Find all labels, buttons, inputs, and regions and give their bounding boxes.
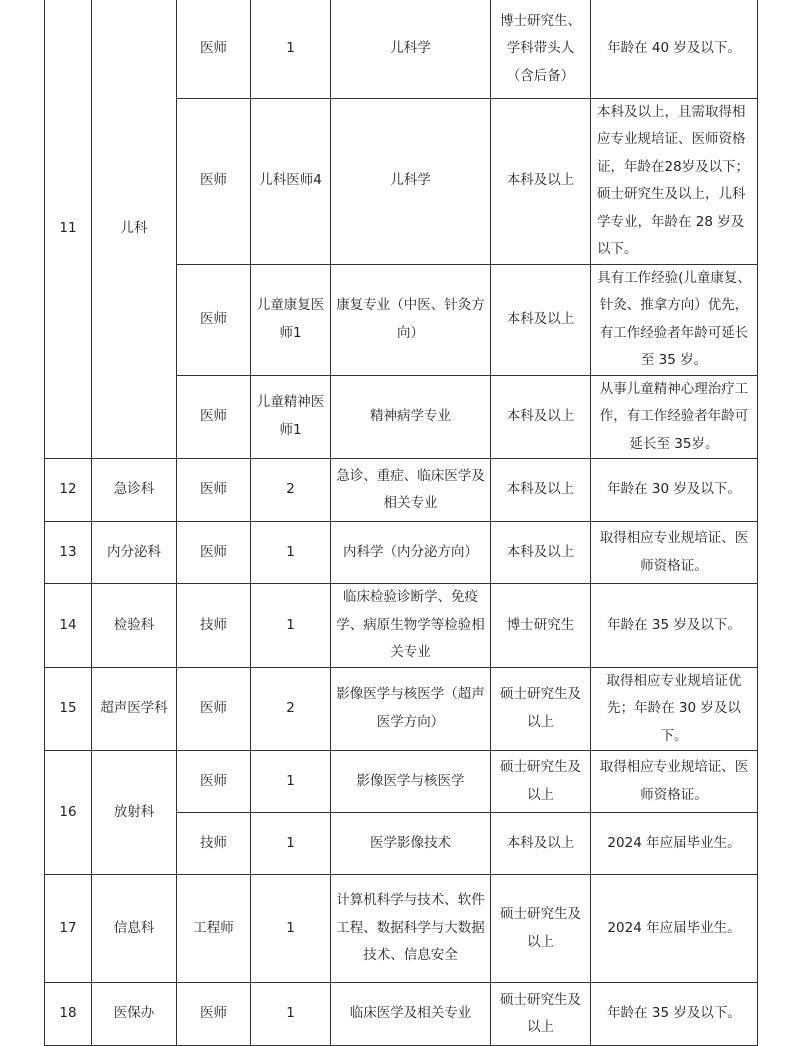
requirements: 取得相应专业规培证、医师资格证。 <box>591 522 758 584</box>
education: 本科及以上 <box>491 813 591 875</box>
major: 急诊、重症、临床医学及相关专业 <box>331 459 491 522</box>
headcount: 1 <box>251 584 331 668</box>
requirements: 本科及以上，且需取得相应专业规培证、医师资格证，年龄在28岁及以下；硕士研究生及以上，儿科学专业，年龄在 28 岁及以下。 <box>591 98 758 264</box>
department: 放射科 <box>92 751 177 875</box>
requirements: 取得相应专业规培证优先；年龄在 30 岁及以下。 <box>591 667 758 751</box>
major: 影像医学与核医学（超声医学方向） <box>331 667 491 751</box>
requirements: 年龄在 35 岁及以下。 <box>591 983 758 1046</box>
post-type: 医师 <box>177 98 251 264</box>
requirements: 取得相应专业规培证、医师资格证。 <box>591 751 758 813</box>
post-type: 工程师 <box>177 875 251 983</box>
table-row <box>45 751 758 813</box>
department: 检验科 <box>92 584 177 668</box>
major: 儿科学 <box>331 98 491 264</box>
table-row <box>45 983 758 1046</box>
major: 精神病学专业 <box>331 375 491 459</box>
major: 内科学（内分泌方向） <box>331 522 491 584</box>
headcount: 1 <box>251 875 331 983</box>
row-number: 12 <box>45 459 92 522</box>
major: 临床检验诊断学、免疫学、病原生物学等检验相关专业 <box>331 584 491 668</box>
row-number: 18 <box>45 983 92 1046</box>
education: 硕士研究生及以上 <box>491 751 591 813</box>
headcount: 1 <box>251 813 331 875</box>
post-type: 医师 <box>177 264 251 375</box>
education: 博士研究生 <box>491 584 591 668</box>
table-row <box>45 459 758 522</box>
post-type: 医师 <box>177 375 251 459</box>
education: 硕士研究生及以上 <box>491 983 591 1046</box>
education: 本科及以上 <box>491 375 591 459</box>
table-row <box>45 522 758 584</box>
post-type: 医师 <box>177 459 251 522</box>
headcount: 儿童康复医师1 <box>251 264 331 375</box>
row-number: 14 <box>45 584 92 668</box>
requirements: 具有工作经验(儿童康复、针灸、推拿方向）优先，有工作经验者年龄可延长至 35 岁。 <box>591 264 758 375</box>
education: 硕士研究生及以上 <box>491 875 591 983</box>
requirements: 2024 年应届毕业生。 <box>591 875 758 983</box>
recruitment-table <box>44 0 758 1046</box>
headcount: 1 <box>251 522 331 584</box>
table-row <box>45 0 758 98</box>
headcount: 1 <box>251 983 331 1046</box>
education: 硕士研究生及以上 <box>491 667 591 751</box>
post-type: 技师 <box>177 584 251 668</box>
post-type: 医师 <box>177 522 251 584</box>
post-type: 医师 <box>177 983 251 1046</box>
table-row <box>45 875 758 983</box>
education: 本科及以上 <box>491 522 591 584</box>
row-number: 11 <box>45 0 92 459</box>
headcount: 1 <box>251 0 331 98</box>
row-number: 17 <box>45 875 92 983</box>
department: 内分泌科 <box>92 522 177 584</box>
requirements: 年龄在 40 岁及以下。 <box>591 0 758 98</box>
requirements: 2024 年应届毕业生。 <box>591 813 758 875</box>
post-type: 医师 <box>177 751 251 813</box>
department: 儿科 <box>92 0 177 459</box>
department: 医保办 <box>92 983 177 1046</box>
requirements: 年龄在 35 岁及以下。 <box>591 584 758 668</box>
major: 影像医学与核医学 <box>331 751 491 813</box>
department: 超声医学科 <box>92 667 177 751</box>
headcount: 2 <box>251 667 331 751</box>
department: 急诊科 <box>92 459 177 522</box>
row-number: 13 <box>45 522 92 584</box>
major: 临床医学及相关专业 <box>331 983 491 1046</box>
headcount: 儿科医师4 <box>251 98 331 264</box>
post-type: 技师 <box>177 813 251 875</box>
headcount: 儿童精神医师1 <box>251 375 331 459</box>
requirements: 从事儿童精神心理治疗工作，有工作经验者年龄可延长至 35岁。 <box>591 375 758 459</box>
major: 医学影像技术 <box>331 813 491 875</box>
education: 本科及以上 <box>491 98 591 264</box>
education: 博士研究生、学科带头人（含后备） <box>491 0 591 98</box>
education: 本科及以上 <box>491 264 591 375</box>
headcount: 2 <box>251 459 331 522</box>
requirements: 年龄在 30 岁及以下。 <box>591 459 758 522</box>
post-type: 医师 <box>177 0 251 98</box>
table-row <box>45 667 758 751</box>
major: 儿科学 <box>331 0 491 98</box>
post-type: 医师 <box>177 667 251 751</box>
headcount: 1 <box>251 751 331 813</box>
department: 信息科 <box>92 875 177 983</box>
table-row <box>45 584 758 668</box>
row-number: 16 <box>45 751 92 875</box>
major: 计算机科学与技术、软件工程、数据科学与大数据技术、信息安全 <box>331 875 491 983</box>
education: 本科及以上 <box>491 459 591 522</box>
row-number: 15 <box>45 667 92 751</box>
major: 康复专业（中医、针灸方向） <box>331 264 491 375</box>
